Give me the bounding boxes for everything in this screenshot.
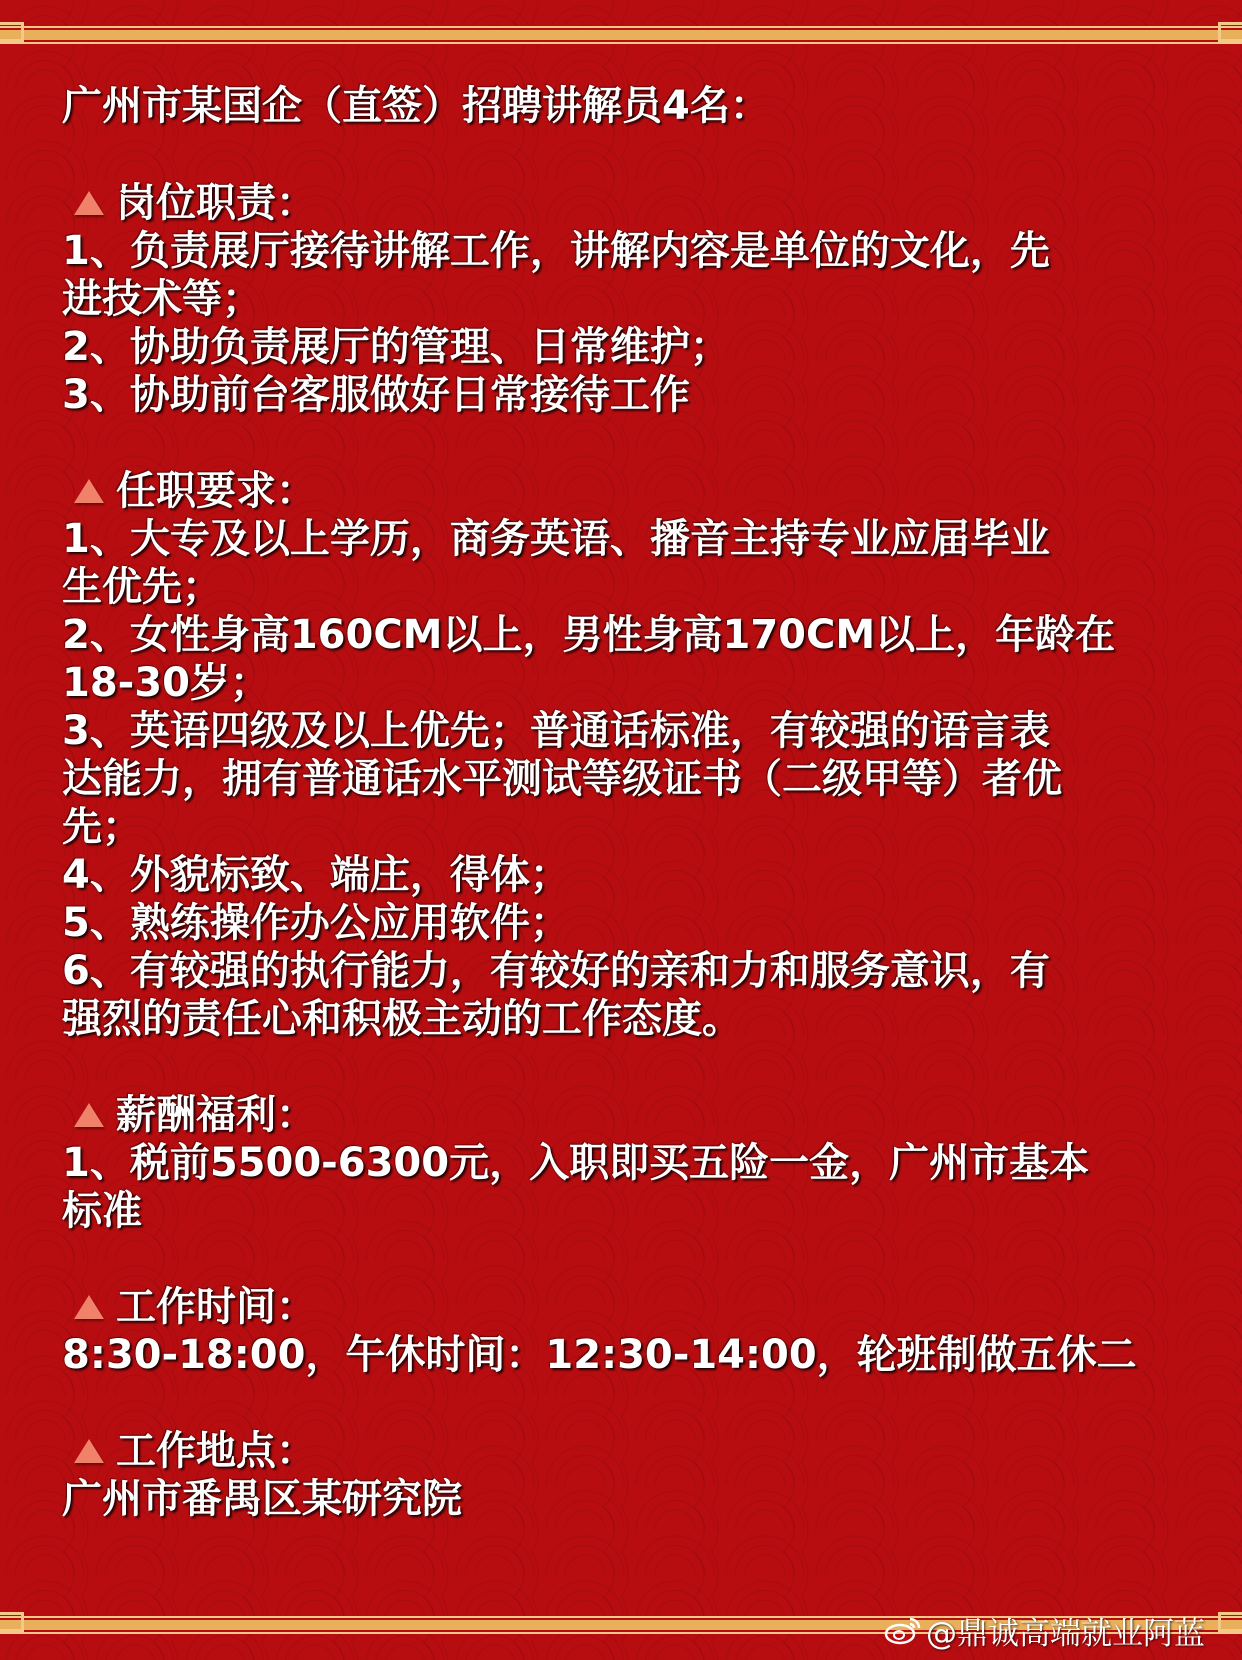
text-line: 2、女性身高160CM以上，男性身高170CM以上，年龄在 xyxy=(62,612,1116,658)
text-line: 6、有较强的执行能力，有较好的亲和力和服务意识，有 xyxy=(62,948,1050,994)
section-salary xyxy=(62,1091,1182,1235)
text-line: 1、税前5500-6300元，入职即买五险一金，广州市基本 xyxy=(62,1140,1090,1186)
text-line: 先； xyxy=(62,804,142,850)
text-line: 1、大专及以上学历，商务英语、播音主持专业应届毕业 xyxy=(62,516,1050,562)
text-line: 2、协助负责展厅的管理、日常维护； xyxy=(62,324,730,370)
posting-title: 广州市某国企（直签）招聘讲解员4名： xyxy=(62,83,770,129)
text-line: 达能力，拥有普通话水平测试等级证书（二级甲等）者优 xyxy=(62,756,1062,802)
watermark xyxy=(884,1610,1205,1650)
text-line: 强烈的责任心和积极主动的工作态度。 xyxy=(62,996,742,1042)
triangle-icon xyxy=(74,191,104,215)
text-line: 4、外貌标致、端庄，得体； xyxy=(62,852,570,898)
section-heading-label: 任职要求： xyxy=(116,468,316,514)
section-heading xyxy=(62,1091,1182,1139)
watermark-text: @鼎诚高端就业阿蓝 xyxy=(926,1615,1205,1652)
triangle-icon xyxy=(74,479,104,503)
text-line: 广州市番禺区某研究院 xyxy=(62,1476,462,1522)
text-line: 5、熟练操作办公应用软件； xyxy=(62,900,570,946)
section-hours xyxy=(62,1283,1182,1379)
weibo-icon xyxy=(884,1615,922,1645)
text-line: 1、负责展厅接待讲解工作，讲解内容是单位的文化，先 xyxy=(62,228,1050,274)
section-requirements xyxy=(62,467,1182,1043)
corner-ornament xyxy=(0,22,24,42)
text-line: 3、协助前台客服做好日常接待工作 xyxy=(62,372,690,418)
job-posting xyxy=(62,82,1182,1523)
section-heading-label: 薪酬福利： xyxy=(116,1092,316,1138)
text-line: 8:30-18:00，午休时间：12:30-14:00，轮班制做五休二 xyxy=(62,1332,1137,1378)
text-line: 3、英语四级及以上优先；普通话标准，有较强的语言表 xyxy=(62,708,1050,754)
triangle-icon xyxy=(74,1439,104,1463)
text-line: 进技术等； xyxy=(62,276,262,322)
text-line: 标准 xyxy=(62,1188,142,1234)
section-heading-label: 工作地点： xyxy=(116,1428,316,1474)
section-heading xyxy=(62,1427,1182,1475)
top-border xyxy=(0,30,1242,40)
section-heading xyxy=(62,1283,1182,1331)
section-location xyxy=(62,1427,1182,1523)
triangle-icon xyxy=(74,1295,104,1319)
text-line: 18-30岁； xyxy=(62,660,270,706)
corner-ornament xyxy=(0,1612,24,1632)
corner-ornament xyxy=(1218,1612,1242,1632)
section-heading-label: 工作时间： xyxy=(116,1284,316,1330)
section-duties xyxy=(62,179,1182,419)
section-heading-label: 岗位职责： xyxy=(116,180,316,226)
section-heading xyxy=(62,179,1182,227)
triangle-icon xyxy=(74,1103,104,1127)
corner-ornament xyxy=(1218,22,1242,42)
text-line: 生优先； xyxy=(62,564,222,610)
section-heading xyxy=(62,467,1182,515)
